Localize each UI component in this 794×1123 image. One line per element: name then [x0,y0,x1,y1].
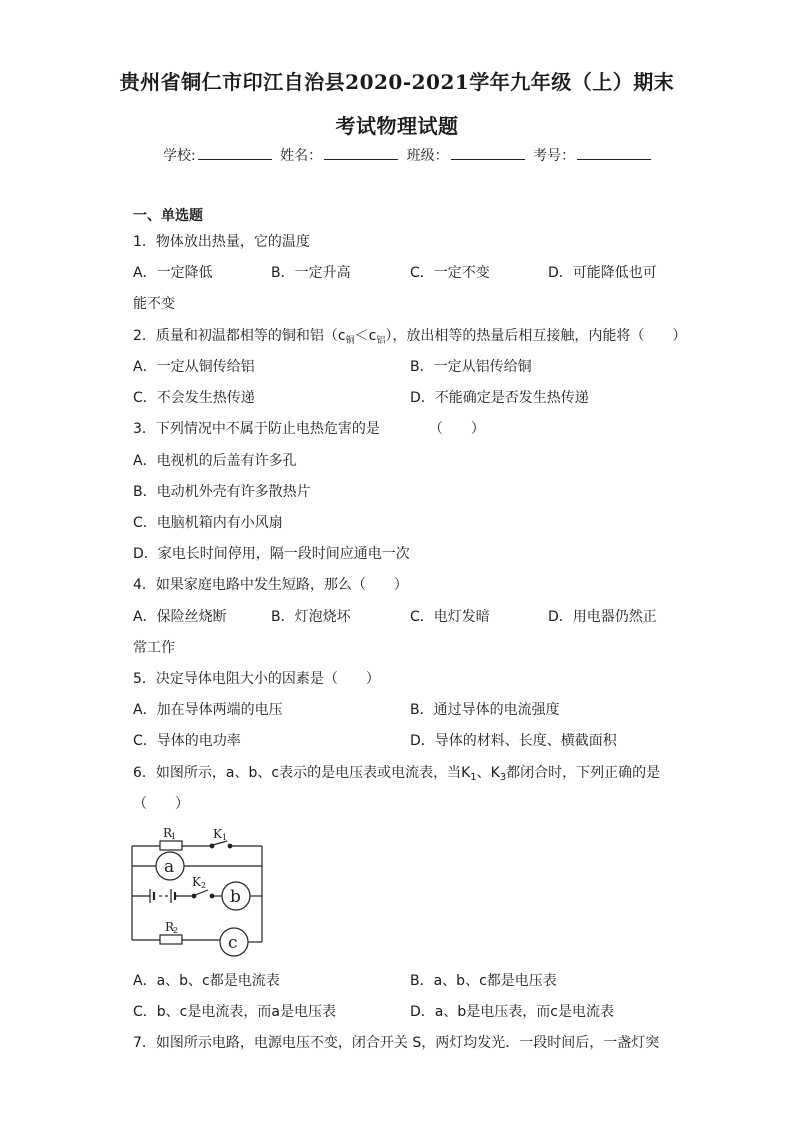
q2-sub-copper: 铜 [345,336,355,346]
q4-option-c: C．电灯发暗 [410,609,490,625]
q5-option-b: B．通过导体的电流强度 [410,702,560,718]
q3-stem: 3．下列情况中不属于防止电热危害的是 （ ） [133,421,485,437]
q6-stem [133,764,660,787]
q4-stem: 4．如果家庭电路中发生短路，那么（ ） [133,577,408,593]
q2-stem-mid: ＜c [354,328,377,344]
q3-option-d: D．家电长时间停用，隔一段时间应通电一次 [133,546,410,562]
name-blank[interactable] [324,147,398,160]
exam-title-line2: 考试物理试题 [335,114,459,138]
q7-stem: 7．如图所示电路，电源电压不变，闭合开关 S，两灯均发光．一段时间后，一盏灯突 [133,1035,660,1051]
q4-option-b: B．灯泡烧坏 [271,609,351,625]
q5-option-a: A．加在导体两端的电压 [133,702,283,718]
name-label: 姓名： [280,148,323,164]
q2-option-b: B．一定从铝传给铜 [410,359,532,375]
label-k2-sub: 2 [201,881,207,890]
student-info-row [163,145,655,165]
q4-option-a: A．保险丝烧断 [133,609,227,625]
school-blank[interactable] [198,147,272,160]
label-r2-sub: 2 [173,926,179,935]
exam-title-line1: 贵州省铜仁市印江自治县2020-2021学年九年级（上）期末 [119,70,675,94]
q1-option-b: B．一定升高 [271,265,351,281]
q6-option-a: A．a、b、c都是电流表 [133,973,280,989]
q4-option-d: D．用电器仍然正 [548,609,657,625]
label-k1-sub: 1 [222,833,228,842]
number-blank[interactable] [577,147,651,160]
q6-option-c: C．b、c是电流表，而a是电压表 [133,1004,336,1020]
q2-option-c: C．不会发生热传递 [133,390,255,406]
q2-sub-aluminum: 铝 [376,336,386,346]
q5-option-c: C．导体的电功率 [133,733,241,749]
q6-stem-mid: 、K [476,765,500,781]
q6-stem-post: 都闭合时，下列正确的是 [506,765,661,781]
q6-stem-pre: 6．如图所示，a、b、c表示的是电压表或电流表，当K [133,765,471,781]
school-label: 学校: [163,148,196,164]
label-meter-c: c [228,933,238,953]
label-r1: R [163,826,173,840]
q2-stem-post: ），放出相等的热量后相互接触，内能将（ ） [385,328,687,344]
q6-circuit-diagram [130,820,270,960]
q6-sub-k1: 1 [470,772,477,783]
q4-option-d-cont: 常工作 [133,640,175,656]
q5-option-d: D．导体的材料、长度、横截面积 [410,733,617,749]
section-title: 一、单选题 [133,208,203,224]
q1-option-d: D．可能降低也可 [548,265,657,281]
q3-option-a: A．电视机的后盖有许多孔 [133,453,297,469]
class-label: 班级： [406,148,449,164]
q1-option-c: C．一定不变 [410,265,490,281]
q3-option-b: B．电动机外壳有许多散热片 [133,484,311,500]
label-meter-a: a [164,857,175,877]
q5-stem: 5．决定导体电阻大小的因素是（ ） [133,671,380,687]
q6-sub-k3: 3 [499,772,507,783]
q2-stem [133,327,686,350]
r2-resistor [160,935,182,944]
q2-option-a: A．一定从铜传给铝 [133,359,255,375]
label-r1-sub: 1 [171,832,177,841]
label-k2: K [192,875,201,889]
q6-option-d: D．a、b是电压表，而c是电流表 [410,1004,614,1020]
number-label: 考号： [533,148,576,164]
label-k1: K [213,827,222,841]
q2-stem-pre: 2．质量和初温都相等的铜和铝（c [133,328,346,344]
label-meter-b: b [230,887,241,907]
q1-option-a: A．一定降低 [133,265,213,281]
q1-stem: 1．物体放出热量，它的温度 [133,234,310,250]
q2-option-d: D．不能确定是否发生热传递 [410,390,589,406]
q1-option-d-cont: 能不变 [133,296,175,312]
r1-resistor [160,841,182,850]
q6-paren: （ ） [133,796,189,812]
q3-option-c: C．电脑机箱内有小风扇 [133,515,283,531]
class-blank[interactable] [451,147,525,160]
label-r2: R [165,920,175,934]
q6-option-b: B．a、b、c都是电压表 [410,973,557,989]
